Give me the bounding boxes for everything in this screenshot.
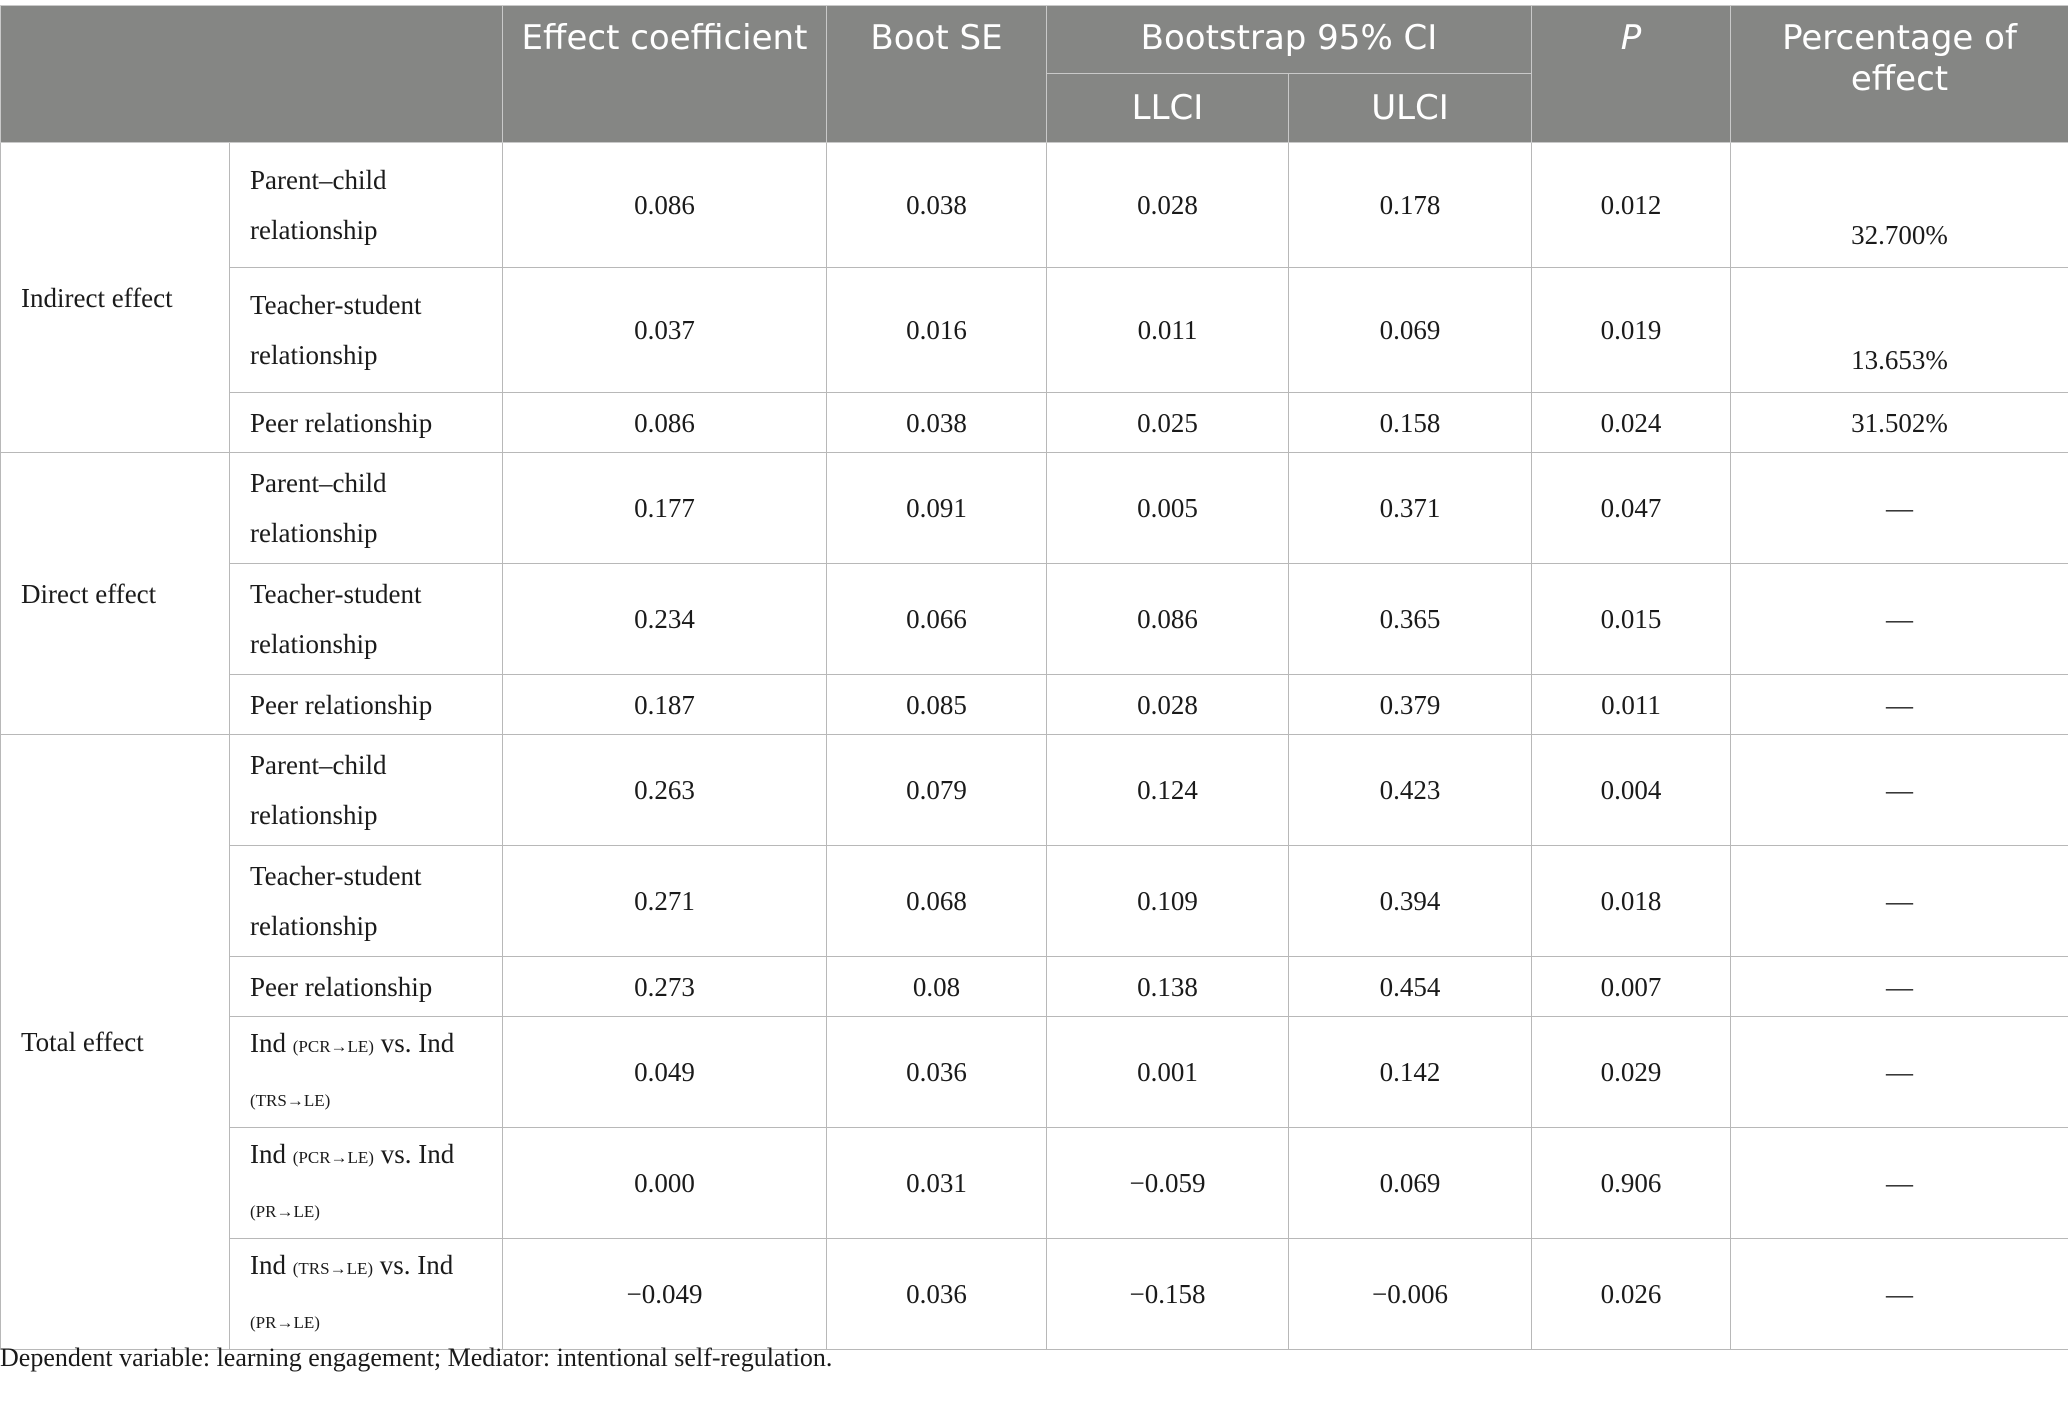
group-label-direct: Direct effect — [1, 453, 230, 735]
comparison-sub-a: (PCR→LE) — [292, 1148, 374, 1167]
comparison-ind-a: Ind — [250, 1028, 286, 1058]
row-label: Teacher-student relationship — [230, 846, 503, 957]
cell-pct: — — [1731, 1017, 2068, 1128]
cell-pct: — — [1731, 957, 2068, 1017]
cell-ulci: 0.069 — [1289, 1128, 1532, 1239]
table-row — [1, 453, 2068, 564]
cell-p: 0.012 — [1532, 143, 1731, 268]
cell-ulci: −0.006 — [1289, 1239, 1532, 1350]
cell-coef: 0.037 — [503, 268, 827, 393]
cell-llci: 0.028 — [1047, 143, 1289, 268]
cell-ulci: 0.379 — [1289, 675, 1532, 735]
comparison-vs: vs. Ind — [379, 1250, 454, 1280]
cell-pct: — — [1731, 1128, 2068, 1239]
table-row — [1, 1017, 2068, 1128]
cell-coef: 0.263 — [503, 735, 827, 846]
cell-coef: 0.000 — [503, 1128, 827, 1239]
cell-pct: — — [1731, 735, 2068, 846]
cell-p: 0.019 — [1532, 268, 1731, 393]
cell-p: 0.004 — [1532, 735, 1731, 846]
cell-se: 0.036 — [827, 1239, 1047, 1350]
cell-ulci: 0.178 — [1289, 143, 1532, 268]
table-row — [1, 564, 2068, 675]
comparison-vs: vs. Ind — [380, 1028, 455, 1058]
cell-p: 0.024 — [1532, 393, 1731, 453]
table-row — [1, 1128, 2068, 1239]
comparison-vs: vs. Ind — [380, 1139, 455, 1169]
cell-ulci: 0.454 — [1289, 957, 1532, 1017]
header-llci: LLCI — [1047, 74, 1289, 143]
cell-llci: 0.124 — [1047, 735, 1289, 846]
group-label-indirect: Indirect effect — [1, 143, 230, 453]
cell-ulci: 0.365 — [1289, 564, 1532, 675]
table-row — [1, 846, 2068, 957]
cell-pct: — — [1731, 1239, 2068, 1350]
table-row — [1, 675, 2068, 735]
cell-p: 0.029 — [1532, 1017, 1731, 1128]
row-label: Peer relationship — [230, 393, 503, 453]
cell-llci: 0.001 — [1047, 1017, 1289, 1128]
cell-se: 0.016 — [827, 268, 1047, 393]
cell-p: 0.007 — [1532, 957, 1731, 1017]
cell-p: 0.047 — [1532, 453, 1731, 564]
cell-se: 0.079 — [827, 735, 1047, 846]
cell-p: 0.015 — [1532, 564, 1731, 675]
cell-se: 0.038 — [827, 143, 1047, 268]
cell-coef: 0.273 — [503, 957, 827, 1017]
cell-coef: −0.049 — [503, 1239, 827, 1350]
cell-ulci: 0.371 — [1289, 453, 1532, 564]
table-footnote: Dependent variable: learning engagement; Mediator: intentional self-regulation. — [0, 1343, 833, 1372]
row-label: Peer relationship — [230, 957, 503, 1017]
comparison-sub-a: (TRS→LE) — [292, 1259, 374, 1278]
group-label-total: Total effect — [1, 735, 230, 1350]
header-p: P — [1532, 6, 1731, 143]
cell-coef: 0.049 — [503, 1017, 827, 1128]
row-label-comparison — [230, 1128, 503, 1239]
cell-coef: 0.086 — [503, 143, 827, 268]
cell-llci: 0.025 — [1047, 393, 1289, 453]
header-ulci: ULCI — [1289, 74, 1532, 143]
cell-pct: — — [1731, 453, 2068, 564]
cell-pct: 13.653% — [1731, 268, 2068, 393]
header-bootstrap-ci: Bootstrap 95% CI — [1047, 6, 1532, 74]
cell-se: 0.031 — [827, 1128, 1047, 1239]
cell-se: 0.068 — [827, 846, 1047, 957]
cell-coef: 0.177 — [503, 453, 827, 564]
table-row — [1, 957, 2068, 1017]
cell-coef: 0.271 — [503, 846, 827, 957]
table-row — [1, 393, 2068, 453]
table-row — [1, 268, 2068, 393]
cell-llci: 0.011 — [1047, 268, 1289, 393]
table-row — [1, 143, 2068, 268]
row-label: Parent–child relationship — [230, 735, 503, 846]
cell-llci: −0.158 — [1047, 1239, 1289, 1350]
row-label-comparison — [230, 1239, 503, 1350]
cell-llci: 0.109 — [1047, 846, 1289, 957]
comparison-sub-b: (PR→LE) — [250, 1313, 320, 1332]
cell-se: 0.066 — [827, 564, 1047, 675]
cell-ulci: 0.394 — [1289, 846, 1532, 957]
row-label: Parent–child relationship — [230, 453, 503, 564]
cell-p: 0.011 — [1532, 675, 1731, 735]
cell-pct: — — [1731, 564, 2068, 675]
row-label: Teacher-student relationship — [230, 268, 503, 393]
comparison-sub-b: (PR→LE) — [250, 1202, 320, 1221]
cell-ulci: 0.142 — [1289, 1017, 1532, 1128]
cell-ulci: 0.158 — [1289, 393, 1532, 453]
header-percentage: Percentage of effect — [1731, 6, 2068, 143]
comparison-ind-a: Ind — [250, 1250, 286, 1280]
row-label: Peer relationship — [230, 675, 503, 735]
header-boot-se: Boot SE — [827, 6, 1047, 143]
table-row — [1, 1239, 2068, 1350]
cell-p: 0.018 — [1532, 846, 1731, 957]
row-label: Parent–child relationship — [230, 143, 503, 268]
effects-table — [0, 5, 2068, 1350]
comparison-sub-b: (TRS→LE) — [250, 1091, 331, 1110]
row-label-comparison — [230, 1017, 503, 1128]
cell-coef: 0.234 — [503, 564, 827, 675]
cell-pct: 32.700% — [1731, 143, 2068, 268]
cell-coef: 0.086 — [503, 393, 827, 453]
cell-llci: 0.028 — [1047, 675, 1289, 735]
cell-llci: 0.138 — [1047, 957, 1289, 1017]
cell-pct: — — [1731, 675, 2068, 735]
cell-se: 0.036 — [827, 1017, 1047, 1128]
cell-pct: — — [1731, 846, 2068, 957]
cell-pct: 31.502% — [1731, 393, 2068, 453]
header-blank — [1, 6, 503, 143]
cell-se: 0.085 — [827, 675, 1047, 735]
cell-p: 0.026 — [1532, 1239, 1731, 1350]
cell-llci: 0.005 — [1047, 453, 1289, 564]
cell-ulci: 0.069 — [1289, 268, 1532, 393]
cell-ulci: 0.423 — [1289, 735, 1532, 846]
cell-se: 0.091 — [827, 453, 1047, 564]
cell-se: 0.038 — [827, 393, 1047, 453]
table-row — [1, 735, 2068, 846]
cell-se: 0.08 — [827, 957, 1047, 1017]
comparison-sub-a: (PCR→LE) — [292, 1037, 374, 1056]
cell-coef: 0.187 — [503, 675, 827, 735]
cell-p: 0.906 — [1532, 1128, 1731, 1239]
row-label: Teacher-student relationship — [230, 564, 503, 675]
header-effect-coefficient: Effect coefficient — [503, 6, 827, 143]
comparison-ind-a: Ind — [250, 1139, 286, 1169]
cell-llci: 0.086 — [1047, 564, 1289, 675]
cell-llci: −0.059 — [1047, 1128, 1289, 1239]
